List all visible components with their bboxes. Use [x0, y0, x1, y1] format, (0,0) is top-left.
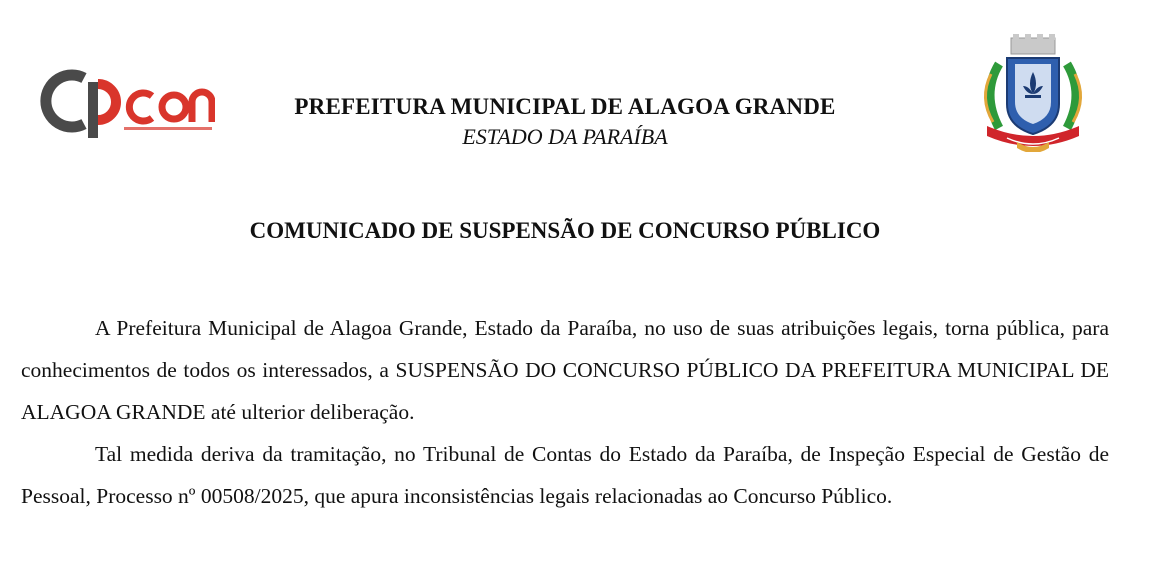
document-header: [230, 92, 900, 152]
document-body: [21, 307, 1109, 517]
state-name: ESTADO DA PARAÍBA: [462, 124, 668, 149]
coat-of-arms-logo: [977, 34, 1089, 152]
paragraph-2: Tal medida deriva da tramitação, no Tribunal de Contas do Estado da Paraíba, de Inspeção Especial de Gestão de Pessoal, Processo nº 00508/2025, que apura inconsistências legais relacionadas ao Concurso Público.: [21, 442, 1109, 508]
document-title: COMUNICADO DE SUSPENSÃO DE CONCURSO PÚBLICO: [249, 218, 881, 243]
cpcon-logo: [40, 66, 215, 138]
org-name: PREFEITURA MUNICIPAL DE ALAGOA GRANDE: [294, 94, 836, 119]
paragraph-1: A Prefeitura Municipal de Alagoa Grande, Estado da Paraíba, no uso de suas atribuições legais, torna pública, para conhecimentos de todos os interessados, a SUSPENSÃO DO CONCURSO PÚBLICO DA PREFEITURA MUNICIPAL DE ALAGOA GRANDE até ulterior deliberação.: [21, 316, 1109, 424]
